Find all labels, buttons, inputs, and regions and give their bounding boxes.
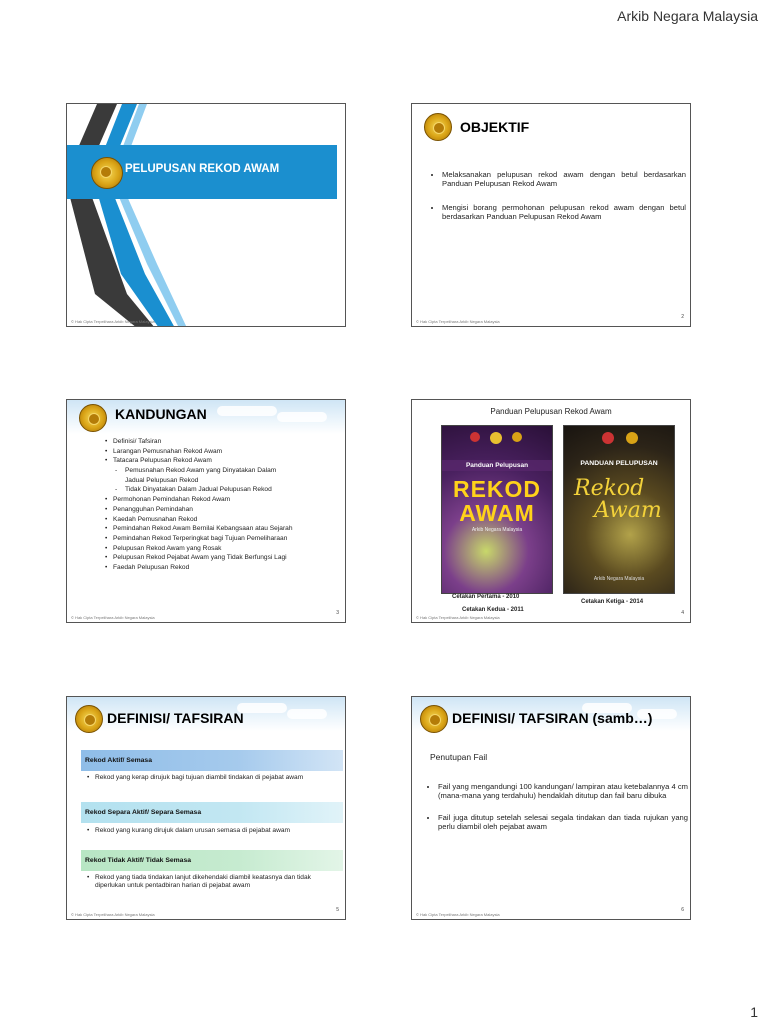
caption: Cetakan Pertama - 2010 — [452, 594, 520, 600]
list-item: • Pelupusan Rekod Pejabat Awam yang Tidak Berfungsi Lagi — [105, 553, 341, 563]
list-subitem: - Tidak Dinyatakan Dalam Jadual Pelupusan Rekod — [105, 485, 341, 495]
section-band: Rekod Tidak Aktif/ Tidak Semasa — [81, 850, 343, 871]
list-item: • Penangguhan Pemindahan — [105, 505, 341, 515]
slide-5 — [66, 696, 346, 920]
bullet-item: • Fail yang mengandungi 100 kandungan/ lampiran atau ketebalannya 4 cm (mana-mana yang terdahulu) hendaklah ditutup dan fail baru dibuka — [438, 782, 688, 801]
list-item: • Pemindahan Rekod Awam Bernilai Kebangsaan atau Sejarah — [105, 524, 341, 534]
section-band: Rekod Aktif/ Semasa — [81, 750, 343, 771]
bullet-item: • Rekod yang kerap dirujuk bagi tujuan diambil tindakan di pejabat awam — [87, 774, 333, 782]
slide-title: DEFINISI/ TAFSIRAN (samb…) — [452, 710, 653, 726]
caption: Cetakan Kedua - 2011 — [462, 607, 524, 613]
list-subitem-continued: Jadual Pelupusan Rekod — [125, 476, 199, 484]
book-title: Awam — [594, 498, 662, 523]
list-item: • Permohonan Pemindahan Rekod Awam — [105, 495, 341, 505]
book-subtitle: Arkib Negara Malaysia — [593, 576, 645, 582]
malaysia-crest-icon — [75, 705, 103, 733]
slide-footer: © Hak Cipta Terpelihara Arkib Negara Malaysia — [71, 615, 155, 620]
slide-title: PELUPUSAN REKOD AWAM — [125, 163, 280, 175]
list-item: • Faedah Pelupusan Rekod — [105, 563, 341, 573]
bullet-list — [430, 170, 686, 230]
malaysia-crest-icon — [424, 113, 452, 141]
slide-2 — [411, 103, 691, 327]
slide-subheading: Penutupan Fail — [430, 752, 488, 762]
list-item: • Kaedah Pemusnahan Rekod — [105, 515, 341, 525]
book-label: Panduan Pelupusan — [442, 460, 552, 471]
slide-footer: © Hak Cipta Terpelihara Arkib Negara Malaysia — [71, 319, 155, 324]
book-title: REKOD — [452, 476, 542, 502]
slide-footer: © Hak Cipta Terpelihara Arkib Negara Malaysia — [416, 615, 500, 620]
book-subtitle: Arkib Negara Malaysia — [471, 527, 523, 533]
slide-footer: © Hak Cipta Terpelihara Arkib Negara Malaysia — [416, 319, 500, 324]
malaysia-crest-icon — [79, 404, 107, 432]
section-text — [87, 774, 333, 782]
bullet-item: • Mengisi borang permohonan pelupusan rekod awam dengan betul berdasarkan Panduan Pelupusan Rekod Awam — [442, 203, 686, 222]
slide-number: 3 — [336, 610, 339, 616]
bullet-item: • Rekod yang tiada tindakan lanjut dikehendaki diambil keatasnya dan tidak diperlukan untuk pentadbiran harian di pejabat awam — [87, 874, 333, 890]
book-cover-first-edition — [441, 425, 553, 594]
section-band: Rekod Separa Aktif/ Separa Semasa — [81, 802, 343, 823]
slide-6 — [411, 696, 691, 920]
slide-title: KANDUNGAN — [115, 406, 207, 422]
slide-title: DEFINISI/ TAFSIRAN — [107, 710, 244, 726]
book-title: AWAM — [459, 500, 535, 526]
malaysia-crest-icon — [91, 157, 123, 189]
section-text — [87, 874, 333, 890]
page-number: 1 — [750, 1004, 758, 1020]
slide-title: OBJEKTIF — [460, 119, 530, 135]
list-item: • Larangan Pemusnahan Rekod Awam — [105, 447, 341, 457]
slide-number: 4 — [681, 610, 684, 616]
list-item: • Pemindahan Rekod Terperingkat bagi Tujuan Pemeliharaan — [105, 534, 341, 544]
list-item: • Tatacara Pelupusan Rekod Awam — [105, 456, 341, 466]
bullet-list — [426, 782, 688, 840]
slide-4 — [411, 399, 691, 623]
book-title: Rekod — [574, 476, 645, 501]
list-item: • Definisi/ Tafsiran — [105, 437, 341, 447]
list-item: • Pelupusan Rekod Awam yang Rosak — [105, 544, 341, 554]
slide-title: Panduan Pelupusan Rekod Awam — [490, 407, 612, 416]
slide-footer: © Hak Cipta Terpelihara Arkib Negara Malaysia — [71, 912, 155, 917]
malaysia-crest-icon — [420, 705, 448, 733]
slide-number: 6 — [681, 907, 684, 913]
page-header: Arkib Negara Malaysia — [617, 8, 758, 24]
list-subitem: - Pemusnahan Rekod Awam yang Dinyatakan Dalam — [105, 466, 341, 476]
contents-list — [105, 437, 341, 573]
bullet-item: • Melaksanakan pelupusan rekod awam dengan betul berdasarkan Panduan Pelupusan Rekod Awam — [442, 170, 686, 189]
book-label: PANDUAN PELUPUSAN — [580, 460, 658, 467]
book-cover-third-edition — [563, 425, 675, 594]
caption: Cetakan Ketiga - 2014 — [581, 599, 644, 605]
slide-footer: © Hak Cipta Terpelihara Arkib Negara Malaysia — [416, 912, 500, 917]
bullet-item: • Rekod yang kurang dirujuk dalam urusan semasa di pejabat awam — [87, 827, 333, 835]
title-slide-swoosh — [67, 104, 346, 327]
slide-1 — [66, 103, 346, 327]
slide-3 — [66, 399, 346, 623]
section-text — [87, 827, 333, 835]
slide-number: 2 — [681, 314, 684, 320]
bullet-item: • Fail juga ditutup setelah selesai segala tindakan dan tiada rujukan yang perlu diambil oleh pejabat awam — [438, 813, 688, 832]
slide-number: 5 — [336, 907, 339, 913]
